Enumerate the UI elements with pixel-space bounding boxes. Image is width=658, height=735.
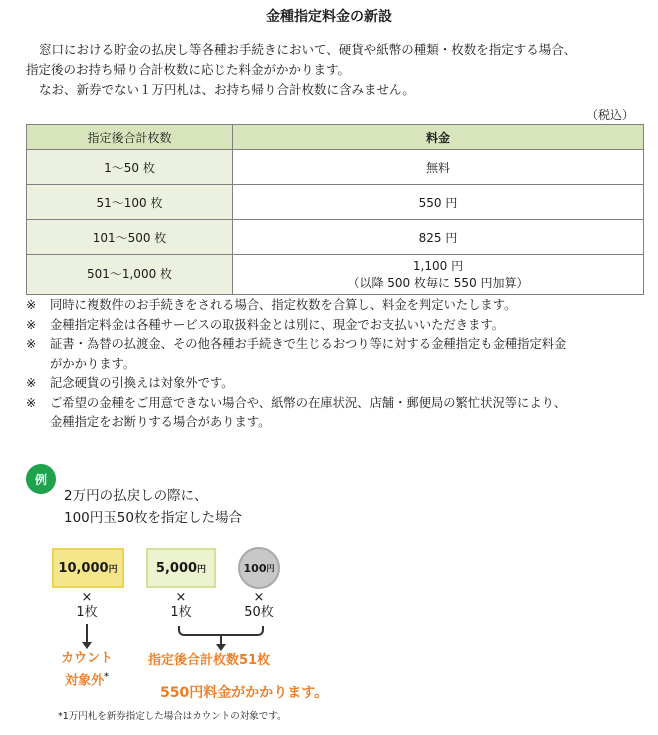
header-fee: 料金	[233, 125, 644, 150]
note-text: 証書・為替の払渡金、その他各種お手続きで生じるおつり等に対する金種指定も金種指定料金	[50, 337, 567, 351]
coin-100-unit: 円	[266, 563, 275, 573]
example-badge: 例	[26, 464, 56, 494]
asterisk-mark: *	[104, 672, 109, 682]
table-row	[27, 255, 644, 295]
coin-100	[238, 547, 280, 589]
note-mark: ※	[26, 376, 37, 390]
example-line-1: 2万円の払戻しの際に、	[64, 488, 208, 504]
notes-list	[26, 296, 646, 433]
intro-text	[26, 40, 646, 100]
bracket-icon	[178, 626, 264, 636]
total-count-label: 指定後合計枚数51枚	[148, 653, 271, 668]
times-sign: ×	[253, 590, 265, 605]
row-fee: 550 円	[233, 185, 644, 220]
arrow-down-icon	[86, 624, 88, 644]
intro-line-1: 窓口における貯金の払戻し等各種お手続きにおいて、硬貨や紙幣の種類・枚数を指定する場合、	[39, 42, 577, 57]
row-count: 501～1,000 枚	[27, 255, 233, 295]
arrow-down-icon	[220, 636, 222, 646]
fee-result-label: 550円料金がかかります。	[160, 685, 329, 701]
note-item	[26, 296, 646, 316]
multiply-10000	[67, 590, 107, 620]
note-text: 記念硬貨の引換えは対象外です。	[50, 376, 234, 390]
count-5000: 1枚	[170, 605, 192, 620]
excluded-line-1: カウント	[60, 651, 113, 666]
note-mark: ※	[26, 395, 37, 410]
note-text: 金種指定料金は各種サービスの取扱料金とは別に、現金でお支払いいただきます。	[50, 317, 505, 332]
row-fee: 825 円	[233, 220, 644, 255]
table-row	[27, 185, 644, 220]
coin-100-amount: 100	[243, 561, 267, 575]
excluded-line-2: 対象外	[65, 673, 105, 689]
table-row	[27, 220, 644, 255]
note-text: 同時に複数件のお手続きをされる場合、指定枚数を合算し、料金を判定いたします。	[50, 298, 517, 312]
row-fee-main: 1,100 円	[412, 258, 464, 273]
banknote-5000-unit: 円	[197, 564, 207, 575]
row-count: 1～50 枚	[27, 150, 233, 185]
multiply-5000	[161, 590, 201, 620]
note-text-cont: 金種指定をお断りする場合があります。	[50, 415, 271, 429]
times-sign: ×	[175, 590, 187, 605]
note-mark: ※	[26, 337, 37, 351]
note-item	[26, 335, 646, 374]
banknote-5000	[146, 548, 216, 588]
note-text: ご希望の金種をご用意できない場合や、紙幣の在庫状況、店舗・郵便局の繁忙状況等により、	[50, 395, 567, 410]
note-item	[26, 316, 646, 336]
header-count: 指定後合計枚数	[27, 125, 233, 150]
page-title: 金種指定料金の新設	[266, 9, 392, 25]
banknote-5000-amount: 5,000	[155, 560, 198, 576]
row-fee	[233, 255, 644, 295]
example-line-2: 100円玉50枚を指定した場合	[64, 510, 242, 526]
banknote-10000	[52, 548, 124, 588]
fee-table	[26, 124, 644, 295]
note-mark: ※	[26, 298, 37, 312]
times-sign: ×	[81, 590, 93, 605]
note-item	[26, 394, 646, 433]
note-mark: ※	[26, 317, 37, 332]
note-item	[26, 374, 646, 394]
example-footnote: *1万円札を新券指定した場合はカウントの対象です。	[58, 711, 287, 722]
count-10000: 1枚	[76, 605, 98, 620]
row-count: 51～100 枚	[27, 185, 233, 220]
note-text-cont: がかかります。	[50, 356, 136, 371]
excluded-label	[48, 650, 126, 690]
tax-included-note: （税込）	[585, 108, 634, 122]
banknote-10000-unit: 円	[108, 564, 118, 575]
row-fee-sub: （以降 500 枚毎に 550 円加算）	[347, 275, 529, 290]
intro-line-3: なお、新券でない１万円札は、お持ち帰り合計枚数に含みません。	[39, 82, 415, 97]
table-row	[27, 150, 644, 185]
intro-line-2: 指定後のお持ち帰り合計枚数に応じた料金がかかります。	[26, 62, 351, 77]
multiply-100	[239, 590, 279, 620]
row-fee: 無料	[233, 150, 644, 185]
row-count: 101～500 枚	[27, 220, 233, 255]
count-100: 50枚	[244, 605, 274, 620]
banknote-10000-amount: 10,000	[58, 560, 109, 576]
